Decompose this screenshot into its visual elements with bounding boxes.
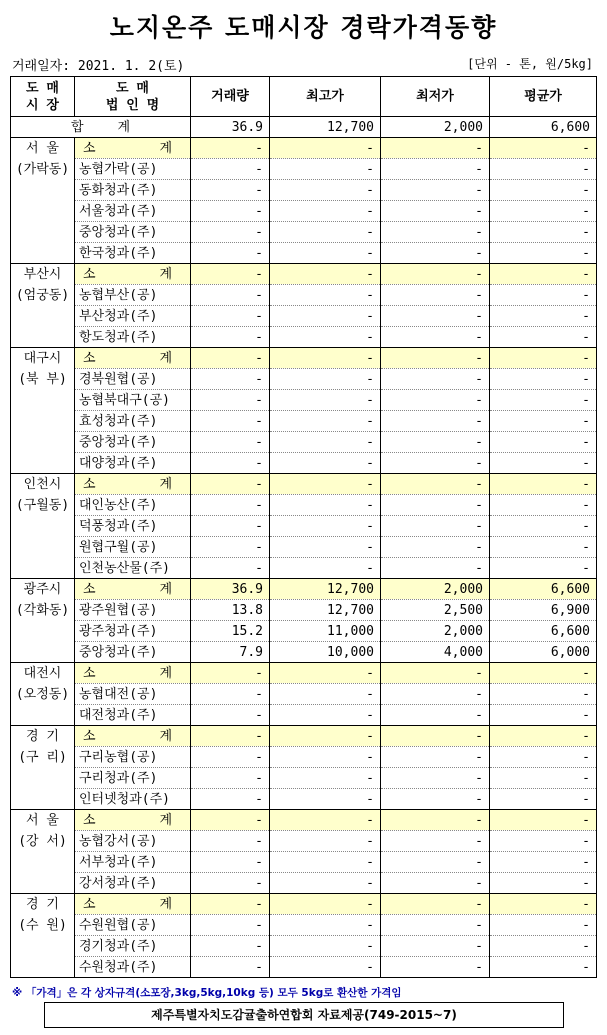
max-cell: - bbox=[270, 810, 381, 831]
min-cell: - bbox=[381, 915, 490, 936]
volume-cell: - bbox=[191, 306, 270, 327]
table-row bbox=[11, 537, 597, 558]
corp-name: 농협강서(공) bbox=[75, 831, 191, 852]
corp-name: 강서청과(주) bbox=[75, 873, 191, 894]
region-label: 부산시 bbox=[23, 267, 62, 282]
avg-cell: - bbox=[490, 180, 597, 201]
corp-name: 원협구월(공) bbox=[75, 537, 191, 558]
avg-cell: - bbox=[490, 327, 597, 348]
table-row bbox=[11, 684, 597, 705]
avg-cell: - bbox=[490, 432, 597, 453]
total-min: 2,000 bbox=[381, 117, 490, 138]
volume-cell: - bbox=[191, 453, 270, 474]
max-cell: - bbox=[270, 957, 381, 978]
volume-cell: - bbox=[191, 894, 270, 915]
volume-cell: - bbox=[191, 495, 270, 516]
corp-name: 경북원협(공) bbox=[75, 369, 191, 390]
avg-cell: - bbox=[490, 516, 597, 537]
min-cell: 2,000 bbox=[381, 579, 490, 600]
min-cell: - bbox=[381, 663, 490, 684]
min-cell: 2,000 bbox=[381, 621, 490, 642]
min-cell: - bbox=[381, 873, 490, 894]
avg-cell: - bbox=[490, 201, 597, 222]
corp-name: 서울청과(주) bbox=[75, 201, 191, 222]
corp-name: 서부청과(주) bbox=[75, 852, 191, 873]
volume-cell: - bbox=[191, 831, 270, 852]
min-cell: - bbox=[381, 705, 490, 726]
table-row bbox=[11, 789, 597, 810]
corp-name: 농협가락(공) bbox=[75, 159, 191, 180]
corp-name: 중앙청과(주) bbox=[75, 642, 191, 663]
min-cell: - bbox=[381, 327, 490, 348]
max-cell: - bbox=[270, 789, 381, 810]
min-cell: - bbox=[381, 936, 490, 957]
min-cell: - bbox=[381, 810, 490, 831]
max-cell: - bbox=[270, 495, 381, 516]
volume-cell: - bbox=[191, 327, 270, 348]
corp-name: 구리농협(공) bbox=[75, 747, 191, 768]
region-label: (엄궁동) bbox=[15, 288, 70, 303]
avg-cell: 6,600 bbox=[490, 579, 597, 600]
volume-cell: - bbox=[191, 852, 270, 873]
max-cell: - bbox=[270, 705, 381, 726]
corp-name: 인천농산물(주) bbox=[75, 558, 191, 579]
volume-cell: - bbox=[191, 348, 270, 369]
trade-date: 거래일자: 2021. 1. 2(토) bbox=[12, 59, 185, 74]
volume-cell: - bbox=[191, 432, 270, 453]
max-cell: - bbox=[270, 894, 381, 915]
volume-cell: - bbox=[191, 138, 270, 159]
total-max: 12,700 bbox=[270, 117, 381, 138]
avg-cell: - bbox=[490, 348, 597, 369]
volume-cell: - bbox=[191, 936, 270, 957]
avg-cell: - bbox=[490, 222, 597, 243]
min-cell: - bbox=[381, 684, 490, 705]
avg-cell: - bbox=[490, 831, 597, 852]
corp-name: 광주원협(공) bbox=[75, 600, 191, 621]
region-label: 서 울 bbox=[26, 813, 59, 828]
min-cell: - bbox=[381, 894, 490, 915]
subtotal-label: 소 계 bbox=[75, 663, 191, 684]
avg-cell: - bbox=[490, 684, 597, 705]
subtotal-row bbox=[11, 264, 597, 285]
subtotal-label: 소 계 bbox=[75, 726, 191, 747]
max-cell: - bbox=[270, 411, 381, 432]
max-cell: - bbox=[270, 453, 381, 474]
region-label: 대전시 bbox=[23, 666, 62, 681]
table-row bbox=[11, 600, 597, 621]
volume-cell: - bbox=[191, 159, 270, 180]
subtotal-label: 소 계 bbox=[75, 264, 191, 285]
max-cell: - bbox=[270, 873, 381, 894]
subtotal-label: 소 계 bbox=[75, 894, 191, 915]
min-cell: - bbox=[381, 747, 490, 768]
avg-cell: - bbox=[490, 915, 597, 936]
volume-cell: - bbox=[191, 180, 270, 201]
avg-cell: 6,600 bbox=[490, 621, 597, 642]
subtotal-row bbox=[11, 579, 597, 600]
corp-name: 농협대전(공) bbox=[75, 684, 191, 705]
min-cell: - bbox=[381, 180, 490, 201]
table-row bbox=[11, 369, 597, 390]
region-cell bbox=[11, 264, 75, 348]
avg-cell: - bbox=[490, 369, 597, 390]
price-note: ※ 「가격」은 각 상자규격(소포장,3kg,5kg,10kg 등) 모두 5kg로 환산한 가격임 bbox=[12, 987, 402, 999]
volume-cell: 7.9 bbox=[191, 642, 270, 663]
table-row bbox=[11, 831, 597, 852]
avg-cell: 6,000 bbox=[490, 642, 597, 663]
volume-cell: - bbox=[191, 663, 270, 684]
avg-cell: - bbox=[490, 663, 597, 684]
min-cell: - bbox=[381, 390, 490, 411]
corp-name: 인터넷청과(주) bbox=[75, 789, 191, 810]
max-cell: - bbox=[270, 327, 381, 348]
min-cell: - bbox=[381, 285, 490, 306]
volume-cell: - bbox=[191, 957, 270, 978]
corp-name: 수원원협(공) bbox=[75, 915, 191, 936]
min-cell: - bbox=[381, 138, 490, 159]
avg-cell: - bbox=[490, 705, 597, 726]
min-cell: - bbox=[381, 306, 490, 327]
region-cell bbox=[11, 663, 75, 726]
volume-cell: 13.8 bbox=[191, 600, 270, 621]
volume-cell: - bbox=[191, 474, 270, 495]
region-cell bbox=[11, 474, 75, 579]
max-cell: - bbox=[270, 222, 381, 243]
min-cell: - bbox=[381, 516, 490, 537]
max-cell: - bbox=[270, 159, 381, 180]
header-corp: 도 매 법 인 명 bbox=[75, 77, 191, 117]
header-market: 도 매 시 장 bbox=[11, 77, 75, 117]
avg-cell: - bbox=[490, 768, 597, 789]
avg-cell: 6,900 bbox=[490, 600, 597, 621]
min-cell: - bbox=[381, 348, 490, 369]
max-cell: - bbox=[270, 684, 381, 705]
corp-name: 대전청과(주) bbox=[75, 705, 191, 726]
volume-cell: - bbox=[191, 390, 270, 411]
table-row bbox=[11, 432, 597, 453]
avg-cell: - bbox=[490, 894, 597, 915]
max-cell: - bbox=[270, 831, 381, 852]
min-cell: - bbox=[381, 432, 490, 453]
table-row bbox=[11, 558, 597, 579]
table-row bbox=[11, 915, 597, 936]
region-label: (북 부) bbox=[18, 372, 67, 387]
volume-cell: - bbox=[191, 789, 270, 810]
table-row bbox=[11, 495, 597, 516]
max-cell: 11,000 bbox=[270, 621, 381, 642]
volume-cell: - bbox=[191, 285, 270, 306]
min-cell: - bbox=[381, 558, 490, 579]
table-row bbox=[11, 306, 597, 327]
max-cell: - bbox=[270, 243, 381, 264]
max-cell: - bbox=[270, 369, 381, 390]
table-row bbox=[11, 642, 597, 663]
region-label: (가락동) bbox=[15, 162, 70, 177]
region-cell bbox=[11, 726, 75, 810]
table-row bbox=[11, 390, 597, 411]
max-cell: - bbox=[270, 264, 381, 285]
min-cell: - bbox=[381, 537, 490, 558]
avg-cell: - bbox=[490, 243, 597, 264]
subtotal-label: 소 계 bbox=[75, 348, 191, 369]
avg-cell: - bbox=[490, 873, 597, 894]
region-label: 서 울 bbox=[26, 141, 59, 156]
corp-name: 동화청과(주) bbox=[75, 180, 191, 201]
corp-name: 경기청과(주) bbox=[75, 936, 191, 957]
region-cell bbox=[11, 894, 75, 978]
corp-name: 수원청과(주) bbox=[75, 957, 191, 978]
header-avg: 평균가 bbox=[490, 77, 597, 117]
avg-cell: - bbox=[490, 474, 597, 495]
avg-cell: - bbox=[490, 936, 597, 957]
min-cell: - bbox=[381, 495, 490, 516]
table-row bbox=[11, 285, 597, 306]
table-row bbox=[11, 327, 597, 348]
total-row bbox=[11, 117, 597, 138]
corp-name: 광주청과(주) bbox=[75, 621, 191, 642]
avg-cell: - bbox=[490, 453, 597, 474]
max-cell: - bbox=[270, 285, 381, 306]
corp-name: 항도청과(주) bbox=[75, 327, 191, 348]
table-row bbox=[11, 852, 597, 873]
max-cell: - bbox=[270, 726, 381, 747]
corp-name: 중앙청과(주) bbox=[75, 432, 191, 453]
region-cell bbox=[11, 348, 75, 474]
min-cell: - bbox=[381, 789, 490, 810]
region-label: 광주시 bbox=[23, 582, 62, 597]
volume-cell: - bbox=[191, 558, 270, 579]
avg-cell: - bbox=[490, 264, 597, 285]
max-cell: - bbox=[270, 180, 381, 201]
min-cell: - bbox=[381, 768, 490, 789]
total-avg: 6,600 bbox=[490, 117, 597, 138]
avg-cell: - bbox=[490, 558, 597, 579]
volume-cell: - bbox=[191, 222, 270, 243]
min-cell: - bbox=[381, 852, 490, 873]
corp-name: 중앙청과(주) bbox=[75, 222, 191, 243]
volume-cell: - bbox=[191, 369, 270, 390]
volume-cell: - bbox=[191, 873, 270, 894]
subtotal-row bbox=[11, 138, 597, 159]
volume-cell: - bbox=[191, 747, 270, 768]
max-cell: - bbox=[270, 936, 381, 957]
header-max: 최고가 bbox=[270, 77, 381, 117]
max-cell: - bbox=[270, 663, 381, 684]
table-header-row bbox=[11, 77, 597, 117]
avg-cell: - bbox=[490, 852, 597, 873]
region-label: (강 서) bbox=[18, 834, 67, 849]
table-row bbox=[11, 222, 597, 243]
region-label: 대구시 bbox=[23, 351, 62, 366]
table-row bbox=[11, 516, 597, 537]
avg-cell: - bbox=[490, 495, 597, 516]
region-label: (수 원) bbox=[18, 918, 67, 933]
avg-cell: - bbox=[490, 810, 597, 831]
max-cell: - bbox=[270, 201, 381, 222]
table-row bbox=[11, 159, 597, 180]
corp-name: 부산청과(주) bbox=[75, 306, 191, 327]
region-label: (오정동) bbox=[15, 687, 70, 702]
corp-name: 농협북대구(공) bbox=[75, 390, 191, 411]
table-row bbox=[11, 747, 597, 768]
volume-cell: - bbox=[191, 810, 270, 831]
table-row bbox=[11, 411, 597, 432]
subtotal-row bbox=[11, 348, 597, 369]
volume-cell: - bbox=[191, 684, 270, 705]
table-row bbox=[11, 936, 597, 957]
subtotal-row bbox=[11, 663, 597, 684]
volume-cell: - bbox=[191, 243, 270, 264]
corp-name: 덕풍청과(주) bbox=[75, 516, 191, 537]
avg-cell: - bbox=[490, 726, 597, 747]
min-cell: - bbox=[381, 453, 490, 474]
max-cell: - bbox=[270, 768, 381, 789]
min-cell: - bbox=[381, 159, 490, 180]
corp-name: 구리청과(주) bbox=[75, 768, 191, 789]
avg-cell: - bbox=[490, 159, 597, 180]
region-label: 인천시 bbox=[23, 477, 62, 492]
avg-cell: - bbox=[490, 390, 597, 411]
table-row bbox=[11, 957, 597, 978]
min-cell: - bbox=[381, 222, 490, 243]
max-cell: - bbox=[270, 516, 381, 537]
header-min: 최저가 bbox=[381, 77, 490, 117]
subtotal-label: 소 계 bbox=[75, 474, 191, 495]
table-row bbox=[11, 705, 597, 726]
volume-cell: 15.2 bbox=[191, 621, 270, 642]
corp-name: 농협부산(공) bbox=[75, 285, 191, 306]
volume-cell: - bbox=[191, 411, 270, 432]
table-row bbox=[11, 180, 597, 201]
max-cell: - bbox=[270, 852, 381, 873]
volume-cell: - bbox=[191, 537, 270, 558]
volume-cell: 36.9 bbox=[191, 579, 270, 600]
volume-cell: - bbox=[191, 201, 270, 222]
min-cell: - bbox=[381, 831, 490, 852]
table-row bbox=[11, 201, 597, 222]
page-title: 노지온주 도매시장 경락가격동향 bbox=[109, 13, 498, 42]
volume-cell: - bbox=[191, 768, 270, 789]
header-volume: 거래량 bbox=[191, 77, 270, 117]
unit-label: [단위 - 톤, 원/5kg] bbox=[467, 57, 593, 71]
subtotal-label: 소 계 bbox=[75, 138, 191, 159]
max-cell: - bbox=[270, 747, 381, 768]
avg-cell: - bbox=[490, 537, 597, 558]
avg-cell: - bbox=[490, 285, 597, 306]
table-row bbox=[11, 873, 597, 894]
corp-name: 효성청과(주) bbox=[75, 411, 191, 432]
region-cell bbox=[11, 810, 75, 894]
region-label: (구월동) bbox=[15, 498, 70, 513]
min-cell: - bbox=[381, 726, 490, 747]
subtotal-row bbox=[11, 726, 597, 747]
volume-cell: - bbox=[191, 726, 270, 747]
max-cell: - bbox=[270, 432, 381, 453]
max-cell: - bbox=[270, 138, 381, 159]
max-cell: - bbox=[270, 915, 381, 936]
min-cell: - bbox=[381, 474, 490, 495]
max-cell: - bbox=[270, 306, 381, 327]
region-label: (각화동) bbox=[15, 603, 70, 618]
subtotal-label: 소 계 bbox=[75, 579, 191, 600]
avg-cell: - bbox=[490, 138, 597, 159]
volume-cell: - bbox=[191, 264, 270, 285]
corp-name: 한국청과(주) bbox=[75, 243, 191, 264]
avg-cell: - bbox=[490, 306, 597, 327]
max-cell: - bbox=[270, 474, 381, 495]
avg-cell: - bbox=[490, 411, 597, 432]
price-table bbox=[10, 76, 597, 978]
max-cell: - bbox=[270, 390, 381, 411]
table-row bbox=[11, 243, 597, 264]
min-cell: - bbox=[381, 243, 490, 264]
corp-name: 대인농산(주) bbox=[75, 495, 191, 516]
min-cell: - bbox=[381, 957, 490, 978]
source-footer: 제주특별자치도감귤출하연합회 자료제공(749-2015~7) bbox=[44, 1002, 564, 1028]
max-cell: - bbox=[270, 558, 381, 579]
volume-cell: - bbox=[191, 915, 270, 936]
max-cell: 12,700 bbox=[270, 579, 381, 600]
region-cell bbox=[11, 138, 75, 264]
min-cell: - bbox=[381, 201, 490, 222]
table-row bbox=[11, 621, 597, 642]
min-cell: - bbox=[381, 369, 490, 390]
avg-cell: - bbox=[490, 747, 597, 768]
volume-cell: - bbox=[191, 516, 270, 537]
avg-cell: - bbox=[490, 957, 597, 978]
region-label: 경 기 bbox=[26, 897, 59, 912]
max-cell: 12,700 bbox=[270, 600, 381, 621]
min-cell: 2,500 bbox=[381, 600, 490, 621]
region-cell bbox=[11, 579, 75, 663]
table-row bbox=[11, 453, 597, 474]
total-label: 합 계 bbox=[11, 117, 191, 138]
max-cell: - bbox=[270, 348, 381, 369]
subtotal-row bbox=[11, 894, 597, 915]
volume-cell: - bbox=[191, 705, 270, 726]
subtotal-row bbox=[11, 810, 597, 831]
corp-name: 대양청과(주) bbox=[75, 453, 191, 474]
subtotal-row bbox=[11, 474, 597, 495]
min-cell: 4,000 bbox=[381, 642, 490, 663]
region-label: (구 리) bbox=[18, 750, 67, 765]
avg-cell: - bbox=[490, 789, 597, 810]
min-cell: - bbox=[381, 264, 490, 285]
table-row bbox=[11, 768, 597, 789]
region-label: 경 기 bbox=[26, 729, 59, 744]
total-volume: 36.9 bbox=[191, 117, 270, 138]
subtotal-label: 소 계 bbox=[75, 810, 191, 831]
min-cell: - bbox=[381, 411, 490, 432]
max-cell: 10,000 bbox=[270, 642, 381, 663]
max-cell: - bbox=[270, 537, 381, 558]
